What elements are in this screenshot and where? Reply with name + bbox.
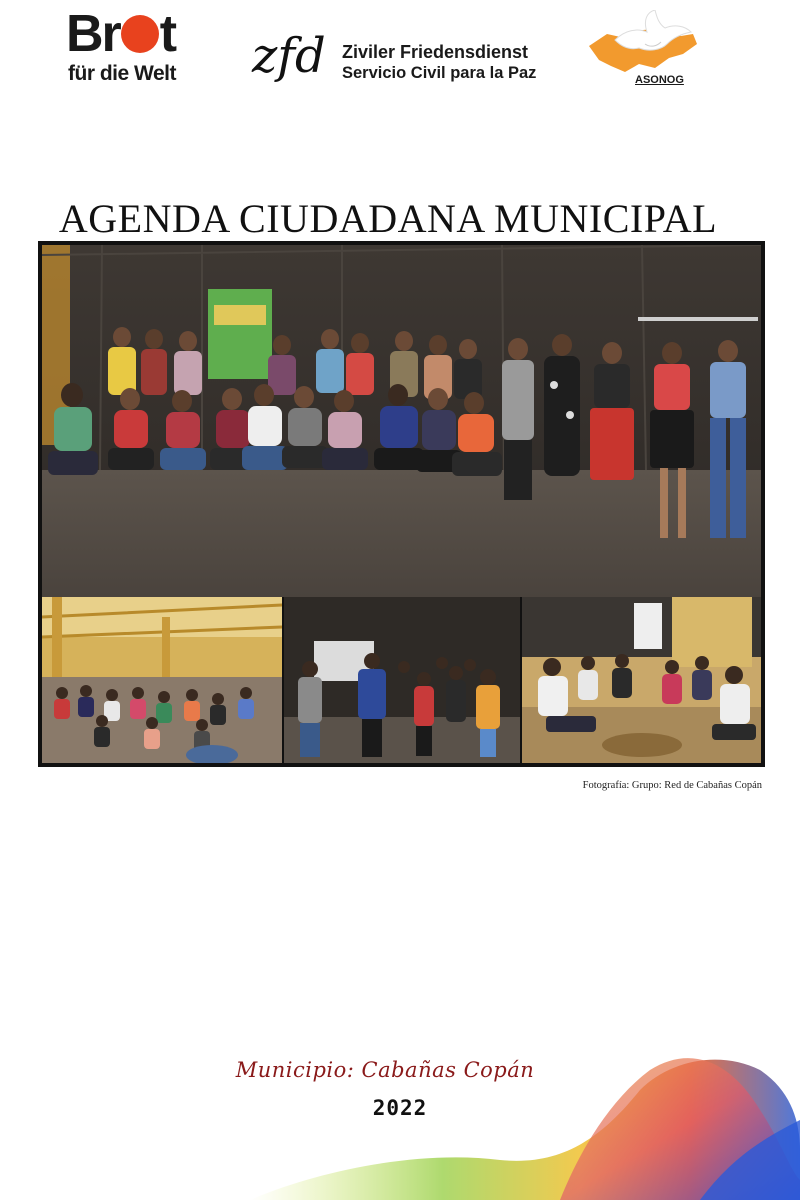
- brot-fur-die-welt-logo: [66, 5, 226, 92]
- brot-logo-circle: [121, 15, 159, 53]
- municipio-label: Municipio: Cabañas Copán: [235, 1058, 535, 1082]
- zfd-logo: [250, 20, 560, 90]
- document-title: AGENDA CIUDADANA MUNICIPAL: [58, 196, 718, 241]
- zfd-line-1: Ziviler Friedensdienst: [342, 42, 529, 62]
- meeting-hall-icon: [42, 597, 282, 763]
- year-label: 2022: [372, 1096, 428, 1120]
- logo-bar: [0, 0, 800, 110]
- photo-caption: Fotografía: Grupo: Red de Cabañas Copán: [582, 780, 762, 791]
- brot-logo-subtitle: für die Welt: [68, 62, 176, 85]
- dove-map-icon: [585, 10, 700, 76]
- brot-logo-word: Br t: [66, 5, 176, 63]
- group-photo-icon: [42, 245, 761, 597]
- zfd-line-2: Servicio Civil para la Paz: [342, 64, 537, 82]
- photo-collage: [38, 241, 765, 767]
- asonog-logo: [585, 10, 700, 90]
- asonog-label: ASONOG: [635, 74, 684, 86]
- workshop-icon: [284, 597, 520, 763]
- zfd-mark-icon: [250, 20, 335, 86]
- discussion-icon: [522, 597, 761, 763]
- zfd-mark-text: zfd: [252, 28, 326, 84]
